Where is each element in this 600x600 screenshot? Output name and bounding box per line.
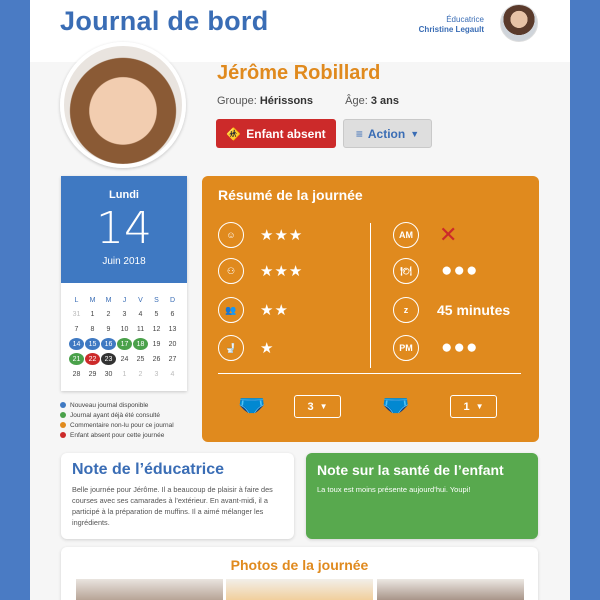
day-photo[interactable] [226,579,373,600]
group-icon: ⚇ [218,258,244,284]
calendar-day[interactable]: 4 [170,370,175,378]
smile-icon: ☺ [218,222,244,248]
group-value: Hérissons [259,95,314,107]
summary-divider [218,373,521,374]
legend-label: Journal ayant déjà été consulté [70,411,160,419]
legend-label: Commentaire non-lu pour ce journal [70,421,174,429]
calendar-day[interactable]: 7 [74,325,79,333]
absent-icon: 🚸 [226,126,242,141]
educator-note-text: Belle journée pour Jérôme. Il a beaucoup de plaisir à faire des courses avec ses camarades à l’extérieur. En avant-midi, il a participé à la préparation de muffins. Il a aimé mélanger les ingrédients. [72,485,273,527]
soiled-diaper-count: 1 [463,400,470,413]
sleep-duration: 45 minutes [437,302,511,318]
plate-icon: 🍽 [393,258,419,284]
selected-month: Juin 2018 [102,256,146,267]
photos-card [61,547,538,600]
potty-icon: 🚽 [218,335,244,361]
health-note-title: Note sur la santé de l’enfant [317,462,504,478]
age-label: Âge: [345,95,368,107]
legend-item [60,420,220,430]
calendar-selected-date [61,176,187,283]
legend-item [60,410,220,420]
meal-rating: ●●● [441,260,479,281]
calendar-day[interactable]: 3 [122,310,127,318]
calendar-day[interactable]: 13 [168,325,177,333]
calendar-day[interactable]: 17 [117,338,132,350]
calendar-day[interactable]: 23 [101,353,116,365]
child-absent-button[interactable] [216,119,336,148]
calendar-day[interactable]: 24 [120,355,129,363]
legend-dot-icon [60,432,66,438]
weekday-label: V [138,296,143,304]
potty-metric [218,335,274,361]
calendar-day[interactable]: 25 [136,355,145,363]
am-snack-metric [393,222,457,248]
legend-dot-icon [60,422,66,428]
calendar-day[interactable]: 5 [154,310,159,318]
absent-button-label: Enfant absent [246,126,326,141]
legend-label: Enfant absent pour cette journée [70,431,165,439]
calendar-day[interactable]: 1 [122,370,127,378]
calendar-day[interactable]: 22 [85,353,100,365]
chevron-down-icon: ▼ [319,402,328,411]
action-button-label: Action [367,126,406,141]
summary-divider [370,223,371,368]
weekday-label: L [74,296,79,304]
child-name: Jérôme Robillard [217,62,381,84]
action-menu-button[interactable] [343,119,432,148]
child-photo [60,42,186,168]
calendar-day[interactable]: 8 [90,325,95,333]
group-label: Groupe: [217,95,257,107]
weekday-label: D [169,296,176,304]
calendar-day[interactable]: 12 [152,325,161,333]
day-photo[interactable] [76,579,223,600]
selected-day: 14 [96,203,152,254]
chevron-down-icon: ▼ [410,128,420,139]
potty-rating: ★ [260,340,275,357]
calendar-day[interactable]: 15 [85,338,100,350]
sleep-icon: z [393,297,419,323]
wet-diaper-icon: 🩲 [238,392,266,417]
legend-label: Nouveau journal disponible [70,401,149,409]
calendar-day[interactable]: 11 [136,325,145,333]
calendar-day[interactable]: 27 [168,355,177,363]
calendar-day[interactable]: 31 [72,310,81,318]
pm-snack-rating: ●●● [441,337,479,358]
am-snack-value: ✕ [439,222,458,247]
calendar-day[interactable]: 3 [154,370,159,378]
legend-item [60,430,220,440]
educator-avatar[interactable] [500,4,538,42]
legend-dot-icon [60,412,66,418]
calendar-day[interactable]: 16 [101,338,116,350]
pm-clock-icon: PM [393,335,419,361]
am-clock-icon: AM [393,222,419,248]
calendar-day[interactable]: 14 [69,338,84,350]
calendar-day[interactable]: 1 [90,310,95,318]
educator-note-card [61,453,294,539]
activity-rating: ★★ [260,302,289,319]
page-title: Journal de bord [60,6,269,36]
weekday-label: M [105,296,112,304]
calendar-widget [61,176,187,391]
health-note-text: La toux est moins présente aujourd’hui. Youpi! [317,485,471,494]
calendar-day[interactable]: 26 [152,355,161,363]
calendar-day[interactable]: 6 [170,310,175,318]
educator-note-title: Note de l’éducatrice [72,461,225,478]
calendar-legend [60,400,220,440]
chevron-down-icon: ▼ [475,402,484,411]
meal-metric [393,258,478,284]
selected-weekday: Lundi [109,189,139,201]
calendar-day[interactable]: 19 [152,340,161,348]
sleep-metric [393,297,510,323]
mood-rating: ★★★ [260,227,304,244]
weekday-label: M [89,296,96,304]
mood-metric [218,222,303,248]
calendar-day[interactable]: 2 [138,370,143,378]
legend-dot-icon [60,402,66,408]
soiled-diaper-icon: 🩲 [382,392,410,417]
pm-snack-metric [393,335,478,361]
soiled-diaper-select[interactable] [450,395,497,418]
calendar-day[interactable]: 18 [133,338,148,350]
summary-title: Résumé de la journée [218,187,363,203]
legend-item [60,400,220,410]
calendar-day[interactable]: 2 [106,310,111,318]
weekday-label: S [154,296,159,304]
social-rating: ★★★ [260,263,304,280]
calendar-day[interactable]: 30 [104,370,113,378]
calendar-grid [69,295,181,380]
calendar-day[interactable]: 29 [88,370,97,378]
wet-diaper-count: 3 [307,400,314,413]
list-icon: ≡ [355,126,363,141]
educator-name[interactable]: Christine Legault [418,25,484,34]
social-metric [218,258,303,284]
day-photo[interactable] [377,579,524,600]
photos-title: Photos de la journée [230,557,369,573]
calendar-day[interactable]: 10 [120,325,129,333]
calendar-day[interactable]: 28 [72,370,81,378]
calendar-day[interactable]: 4 [138,310,143,318]
educator-role: Éducatrice [446,15,484,24]
wet-diaper-select[interactable] [294,395,341,418]
calendar-day[interactable]: 20 [168,340,177,348]
day-summary-panel [202,176,539,442]
calendar-day[interactable]: 9 [106,325,111,333]
weekday-label: J [122,296,127,304]
calendar-day[interactable]: 21 [69,353,84,365]
health-note-card [306,453,538,539]
child-meta [217,95,399,107]
age-value: 3 ans [370,95,399,107]
activity-metric [218,297,289,323]
children-icon: 👥 [218,297,244,323]
